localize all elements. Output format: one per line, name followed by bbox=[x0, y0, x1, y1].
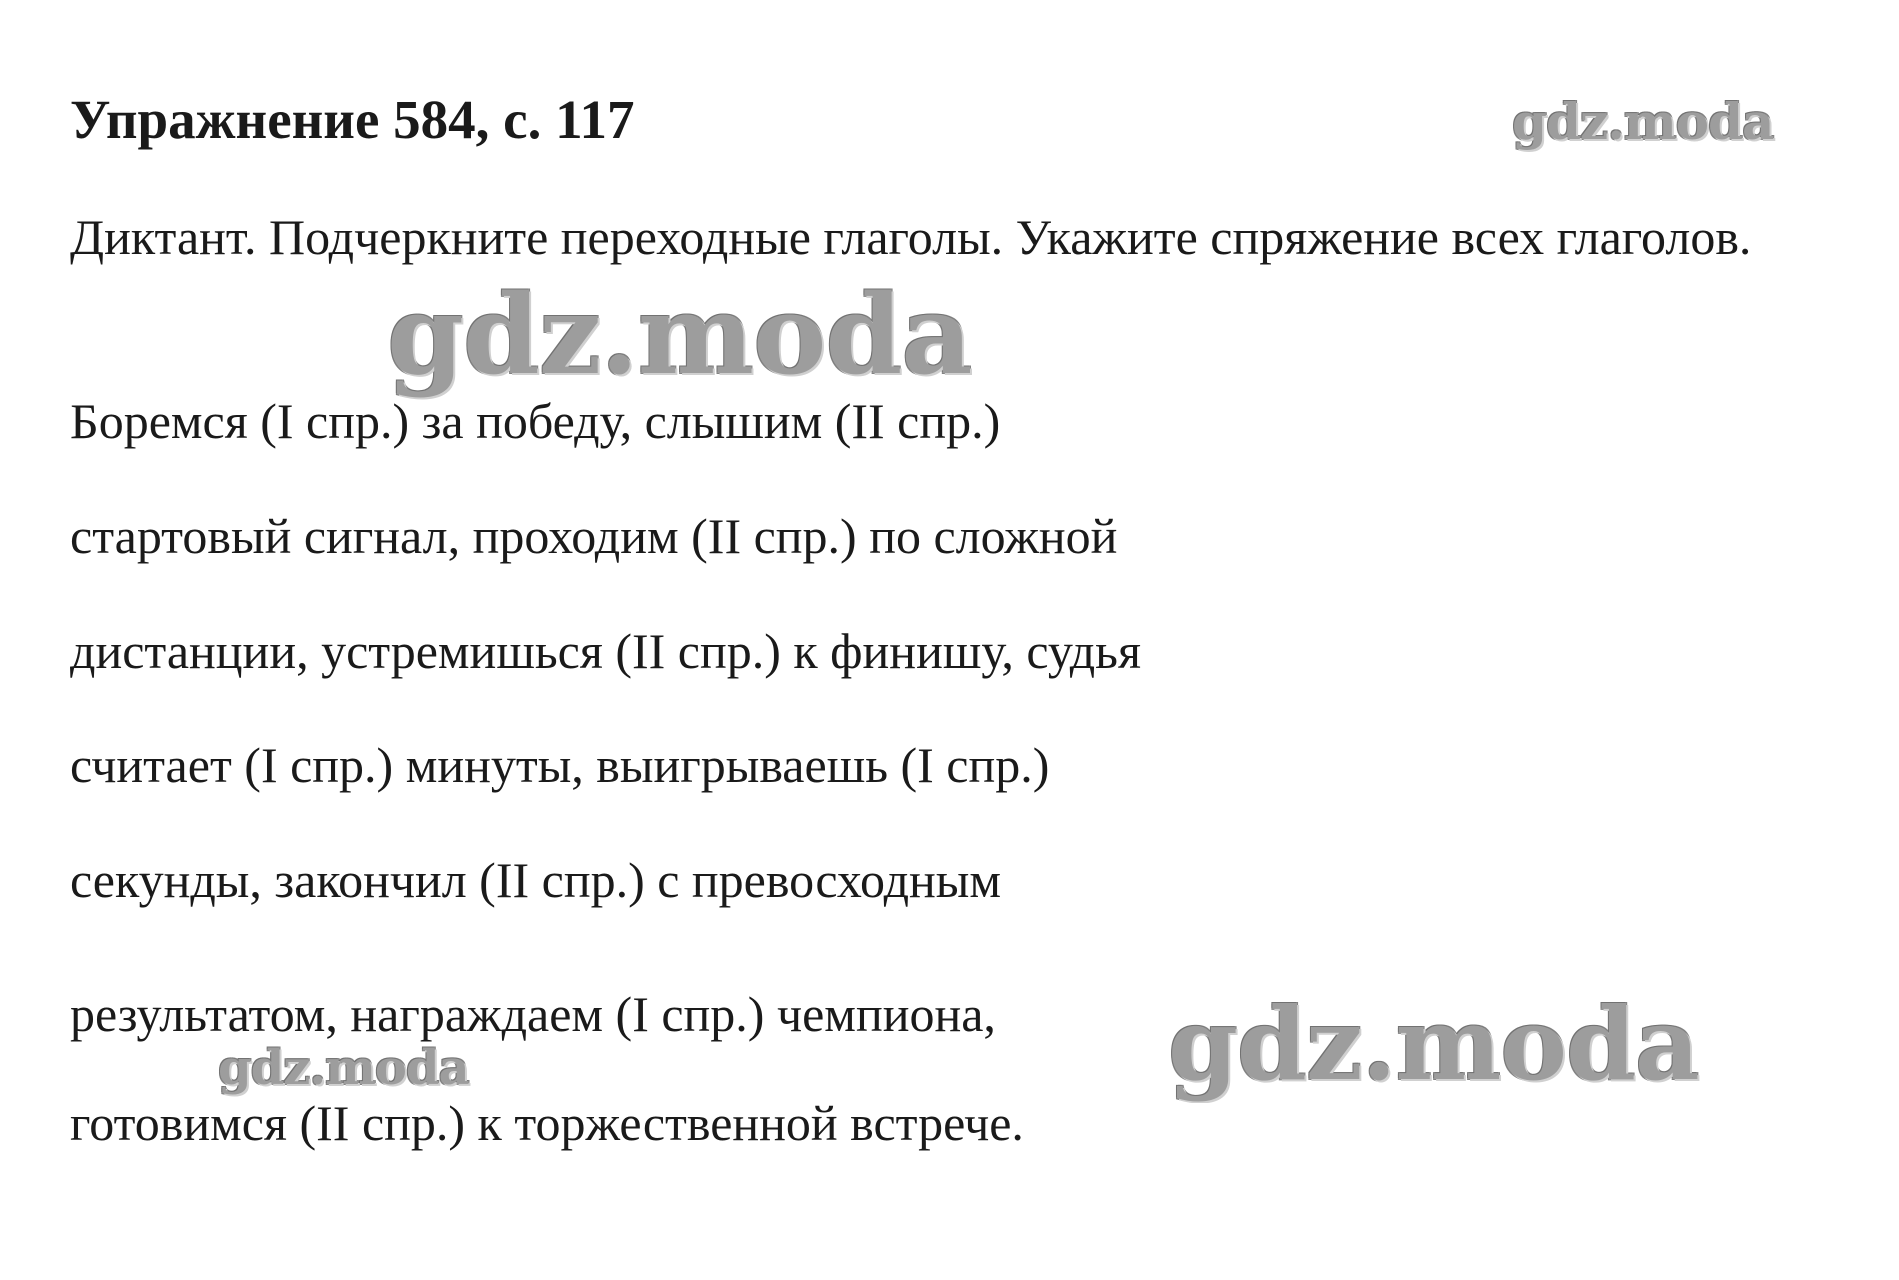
answer-line: секунды, закончил (II спр.) с превосходным bbox=[70, 852, 1002, 908]
watermark-logo: gdz.moda bbox=[387, 270, 972, 399]
answer-line: стартовый сигнал, проходим (II спр.) по сложной bbox=[70, 508, 1118, 564]
answer-line: дистанции, устремишься (II спр.) к финишу, судья bbox=[70, 623, 1141, 679]
watermark-logo: gdz.moda bbox=[1512, 92, 1774, 151]
answer-line: считает (I спр.) минуты, выигрываешь (I спр.) bbox=[70, 737, 1050, 793]
exercise-title: Упражнение 584, с. 117 bbox=[70, 89, 635, 150]
watermark-logo: gdz.moda bbox=[218, 1040, 469, 1096]
watermark-logo: gdz.moda bbox=[1168, 985, 1699, 1103]
answer-line: готовимся (II спр.) к торжественной встрече. bbox=[70, 1095, 1024, 1151]
answer-line: Боремся (I спр.) за победу, слышим (II спр.) bbox=[70, 393, 1001, 449]
task-instruction: Диктант. Подчеркните переходные глаголы. Укажите спряжение всех глаголов. bbox=[70, 209, 1752, 265]
answer-line: результатом, награждаем (I спр.) чемпиона, bbox=[70, 986, 996, 1042]
